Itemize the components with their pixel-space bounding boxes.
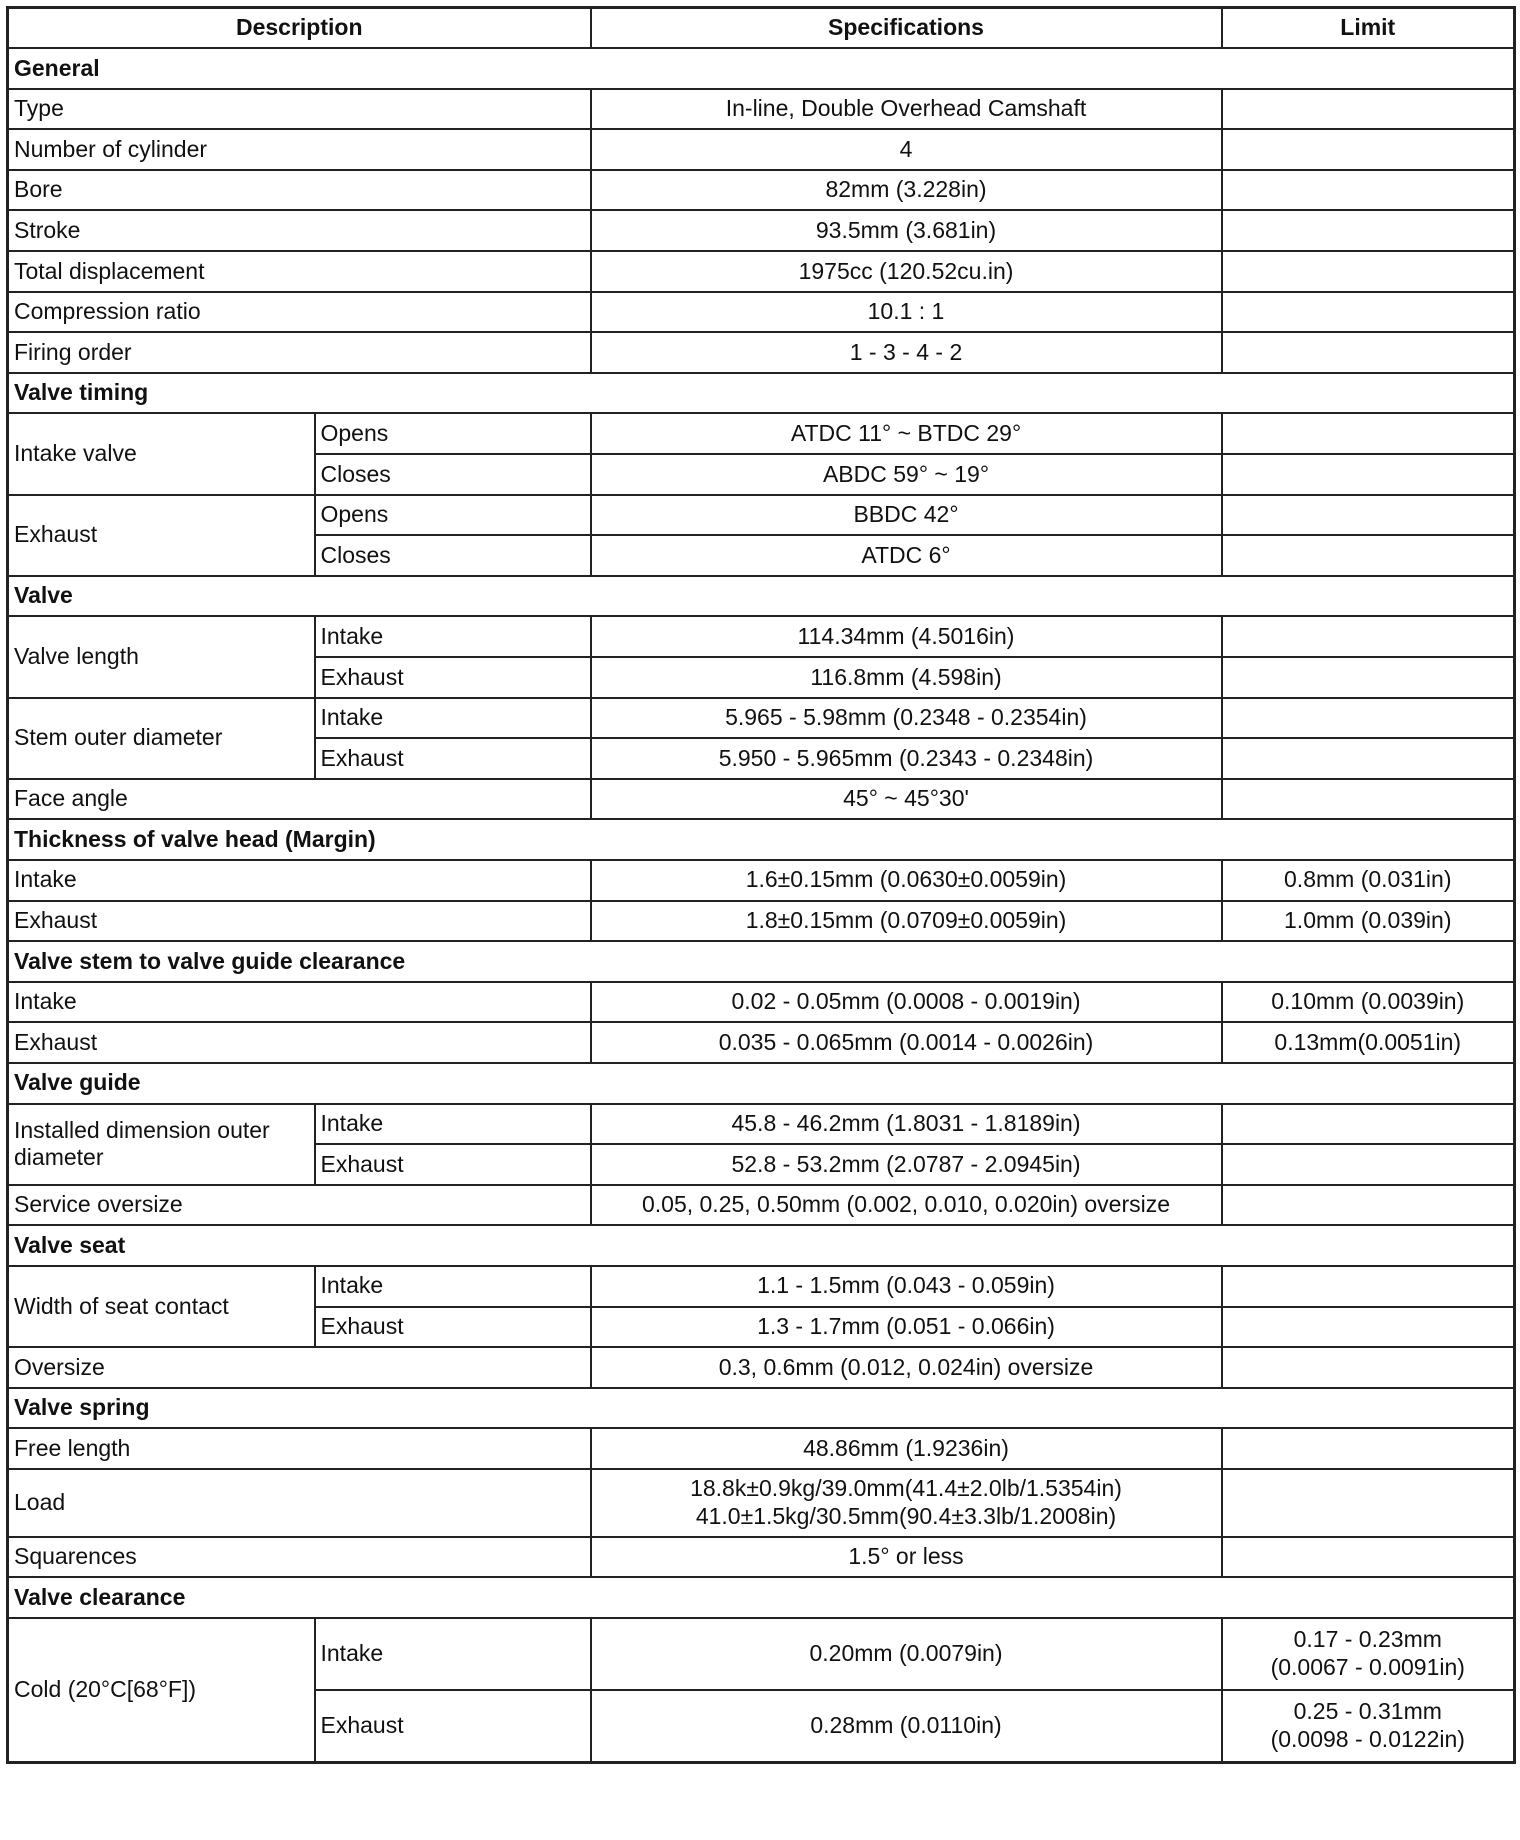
row-limit: 0.8mm (0.031in) xyxy=(1222,860,1515,901)
row-spec: 45° ~ 45°30' xyxy=(591,779,1222,820)
table-row xyxy=(8,1022,1515,1063)
row-limit xyxy=(1222,616,1515,657)
sub-label: Closes xyxy=(315,535,591,576)
row-label: Stroke xyxy=(8,210,591,251)
row-label: Free length xyxy=(8,1428,591,1469)
row-spec: 1 - 3 - 4 - 2 xyxy=(591,332,1222,373)
row-spec: 116.8mm (4.598in) xyxy=(591,657,1222,698)
row-spec: 45.8 - 46.2mm (1.8031 - 1.8189in) xyxy=(591,1104,1222,1145)
table-row xyxy=(8,779,1515,820)
row-label: Exhaust xyxy=(8,1022,591,1063)
row-spec: 1975cc (120.52cu.in) xyxy=(591,251,1222,292)
sub-label: Intake xyxy=(315,1618,591,1690)
table-row xyxy=(8,982,1515,1023)
row-limit xyxy=(1222,413,1515,454)
row-spec: 1.3 - 1.7mm (0.051 - 0.066in) xyxy=(591,1307,1222,1348)
row-label: Service oversize xyxy=(8,1185,591,1226)
row-limit xyxy=(1222,1144,1515,1185)
row-label: Type xyxy=(8,89,591,130)
row-limit xyxy=(1222,251,1515,292)
section-row xyxy=(8,1063,1515,1104)
row-label: Compression ratio xyxy=(8,292,591,333)
row-spec: 0.28mm (0.0110in) xyxy=(591,1690,1222,1762)
row-limit xyxy=(1222,129,1515,170)
row-spec: 5.965 - 5.98mm (0.2348 - 0.2354in) xyxy=(591,698,1222,739)
table-row xyxy=(8,332,1515,373)
section-row xyxy=(8,1577,1515,1618)
table-row xyxy=(8,698,1515,739)
sub-label: Closes xyxy=(315,454,591,495)
section-valve: Valve xyxy=(8,576,1515,617)
row-spec: 1.5° or less xyxy=(591,1537,1222,1578)
sub-label: Opens xyxy=(315,495,591,536)
sub-label: Exhaust xyxy=(315,1307,591,1348)
section-row xyxy=(8,819,1515,860)
row-limit xyxy=(1222,1104,1515,1145)
table-row xyxy=(8,1104,1515,1145)
section-general: General xyxy=(8,48,1515,89)
row-limit xyxy=(1222,1690,1515,1762)
row-limit xyxy=(1222,535,1515,576)
sub-label: Exhaust xyxy=(315,1144,591,1185)
sub-label: Intake xyxy=(315,1266,591,1307)
table-row xyxy=(8,860,1515,901)
table-row xyxy=(8,210,1515,251)
row-limit: 0.13mm(0.0051in) xyxy=(1222,1022,1515,1063)
group-label: Exhaust xyxy=(8,495,315,576)
row-label: Bore xyxy=(8,170,591,211)
limit-line: (0.0067 - 0.0091in) xyxy=(1270,1654,1465,1681)
row-limit xyxy=(1222,1185,1515,1226)
engine-spec-table xyxy=(6,6,1516,1764)
row-label: Number of cylinder xyxy=(8,129,591,170)
row-limit xyxy=(1222,495,1515,536)
row-spec: 114.34mm (4.5016in) xyxy=(591,616,1222,657)
spec-line: 41.0±1.5kg/30.5mm(90.4±3.3lb/1.2008in) xyxy=(695,1502,1117,1529)
row-spec: 4 xyxy=(591,129,1222,170)
row-spec: 48.86mm (1.9236in) xyxy=(591,1428,1222,1469)
row-limit xyxy=(1222,657,1515,698)
group-label: Cold (20°C[68°F]) xyxy=(8,1618,315,1762)
sub-label: Intake xyxy=(315,698,591,739)
table-row xyxy=(8,1618,1515,1690)
section-row xyxy=(8,576,1515,617)
section-row xyxy=(8,941,1515,982)
table-row xyxy=(8,413,1515,454)
row-spec: In-line, Double Overhead Camshaft xyxy=(591,89,1222,130)
sub-label: Exhaust xyxy=(315,1690,591,1762)
limit-line: 0.25 - 0.31mm xyxy=(1293,1698,1442,1725)
row-spec: 10.1 : 1 xyxy=(591,292,1222,333)
table-row xyxy=(8,1266,1515,1307)
row-label: Firing order xyxy=(8,332,591,373)
row-spec: 5.950 - 5.965mm (0.2343 - 0.2348in) xyxy=(591,738,1222,779)
table-row xyxy=(8,129,1515,170)
table-row xyxy=(8,1185,1515,1226)
table-row xyxy=(8,1347,1515,1388)
limit-line: 0.17 - 0.23mm xyxy=(1293,1626,1442,1653)
table-row xyxy=(8,89,1515,130)
group-label: Stem outer diameter xyxy=(8,698,315,779)
section-valve-seat: Valve seat xyxy=(8,1225,1515,1266)
table-row xyxy=(8,1469,1515,1537)
section-row xyxy=(8,1225,1515,1266)
row-spec: 0.035 - 0.065mm (0.0014 - 0.0026in) xyxy=(591,1022,1222,1063)
section-stem-clearance: Valve stem to valve guide clearance xyxy=(8,941,1515,982)
row-spec: 0.02 - 0.05mm (0.0008 - 0.0019in) xyxy=(591,982,1222,1023)
sub-label: Opens xyxy=(315,413,591,454)
row-limit xyxy=(1222,1428,1515,1469)
row-spec: 52.8 - 53.2mm (2.0787 - 2.0945in) xyxy=(591,1144,1222,1185)
row-spec: 93.5mm (3.681in) xyxy=(591,210,1222,251)
row-spec: 1.1 - 1.5mm (0.043 - 0.059in) xyxy=(591,1266,1222,1307)
header-specifications: Specifications xyxy=(591,8,1222,49)
sub-label: Intake xyxy=(315,1104,591,1145)
row-limit xyxy=(1222,1537,1515,1578)
row-limit xyxy=(1222,332,1515,373)
row-limit xyxy=(1222,170,1515,211)
row-limit xyxy=(1222,89,1515,130)
group-label: Installed dimension outer diameter xyxy=(8,1104,315,1185)
row-limit xyxy=(1222,779,1515,820)
spec-line: 18.8k±0.9kg/39.0mm(41.4±2.0lb/1.5354in) xyxy=(690,1475,1122,1502)
row-limit xyxy=(1222,1618,1515,1690)
row-limit xyxy=(1222,292,1515,333)
row-label: Oversize xyxy=(8,1347,591,1388)
table-row xyxy=(8,616,1515,657)
row-spec: ATDC 11° ~ BTDC 29° xyxy=(591,413,1222,454)
row-limit: 1.0mm (0.039in) xyxy=(1222,901,1515,942)
section-valve-guide: Valve guide xyxy=(8,1063,1515,1104)
table-row xyxy=(8,292,1515,333)
sub-label: Exhaust xyxy=(315,657,591,698)
row-label: Exhaust xyxy=(8,901,591,942)
row-limit xyxy=(1222,738,1515,779)
section-valve-timing: Valve timing xyxy=(8,373,1515,414)
row-limit xyxy=(1222,1307,1515,1348)
row-label: Load xyxy=(8,1469,591,1537)
row-limit xyxy=(1222,1347,1515,1388)
row-spec: 1.6±0.15mm (0.0630±0.0059in) xyxy=(591,860,1222,901)
row-label: Intake xyxy=(8,860,591,901)
row-spec xyxy=(591,1469,1222,1537)
row-spec: BBDC 42° xyxy=(591,495,1222,536)
header-row xyxy=(8,8,1515,49)
table-row xyxy=(8,251,1515,292)
table-row xyxy=(8,170,1515,211)
row-limit xyxy=(1222,1266,1515,1307)
section-valve-spring: Valve spring xyxy=(8,1388,1515,1429)
table-row xyxy=(8,1428,1515,1469)
section-row xyxy=(8,1388,1515,1429)
table-row xyxy=(8,1537,1515,1578)
row-limit xyxy=(1222,210,1515,251)
header-limit: Limit xyxy=(1222,8,1515,49)
table-row xyxy=(8,901,1515,942)
row-spec: 1.8±0.15mm (0.0709±0.0059in) xyxy=(591,901,1222,942)
row-spec: 0.3, 0.6mm (0.012, 0.024in) oversize xyxy=(591,1347,1222,1388)
table-row xyxy=(8,495,1515,536)
sub-label: Intake xyxy=(315,616,591,657)
row-label: Squarences xyxy=(8,1537,591,1578)
row-label: Total displacement xyxy=(8,251,591,292)
section-row xyxy=(8,48,1515,89)
section-row xyxy=(8,373,1515,414)
row-spec: ABDC 59° ~ 19° xyxy=(591,454,1222,495)
section-valve-head: Thickness of valve head (Margin) xyxy=(8,819,1515,860)
limit-line: (0.0098 - 0.0122in) xyxy=(1270,1725,1465,1752)
section-valve-clearance: Valve clearance xyxy=(8,1577,1515,1618)
row-limit xyxy=(1222,454,1515,495)
row-label: Intake xyxy=(8,982,591,1023)
row-limit xyxy=(1222,698,1515,739)
row-limit xyxy=(1222,1469,1515,1537)
header-description: Description xyxy=(8,8,591,49)
row-spec: 0.05, 0.25, 0.50mm (0.002, 0.010, 0.020in) oversize xyxy=(591,1185,1222,1226)
row-limit: 0.10mm (0.0039in) xyxy=(1222,982,1515,1023)
group-label: Valve length xyxy=(8,616,315,697)
row-spec: 0.20mm (0.0079in) xyxy=(591,1618,1222,1690)
row-spec: ATDC 6° xyxy=(591,535,1222,576)
group-label: Width of seat contact xyxy=(8,1266,315,1347)
row-label: Face angle xyxy=(8,779,591,820)
sub-label: Exhaust xyxy=(315,738,591,779)
row-spec: 82mm (3.228in) xyxy=(591,170,1222,211)
group-label: Intake valve xyxy=(8,413,315,494)
